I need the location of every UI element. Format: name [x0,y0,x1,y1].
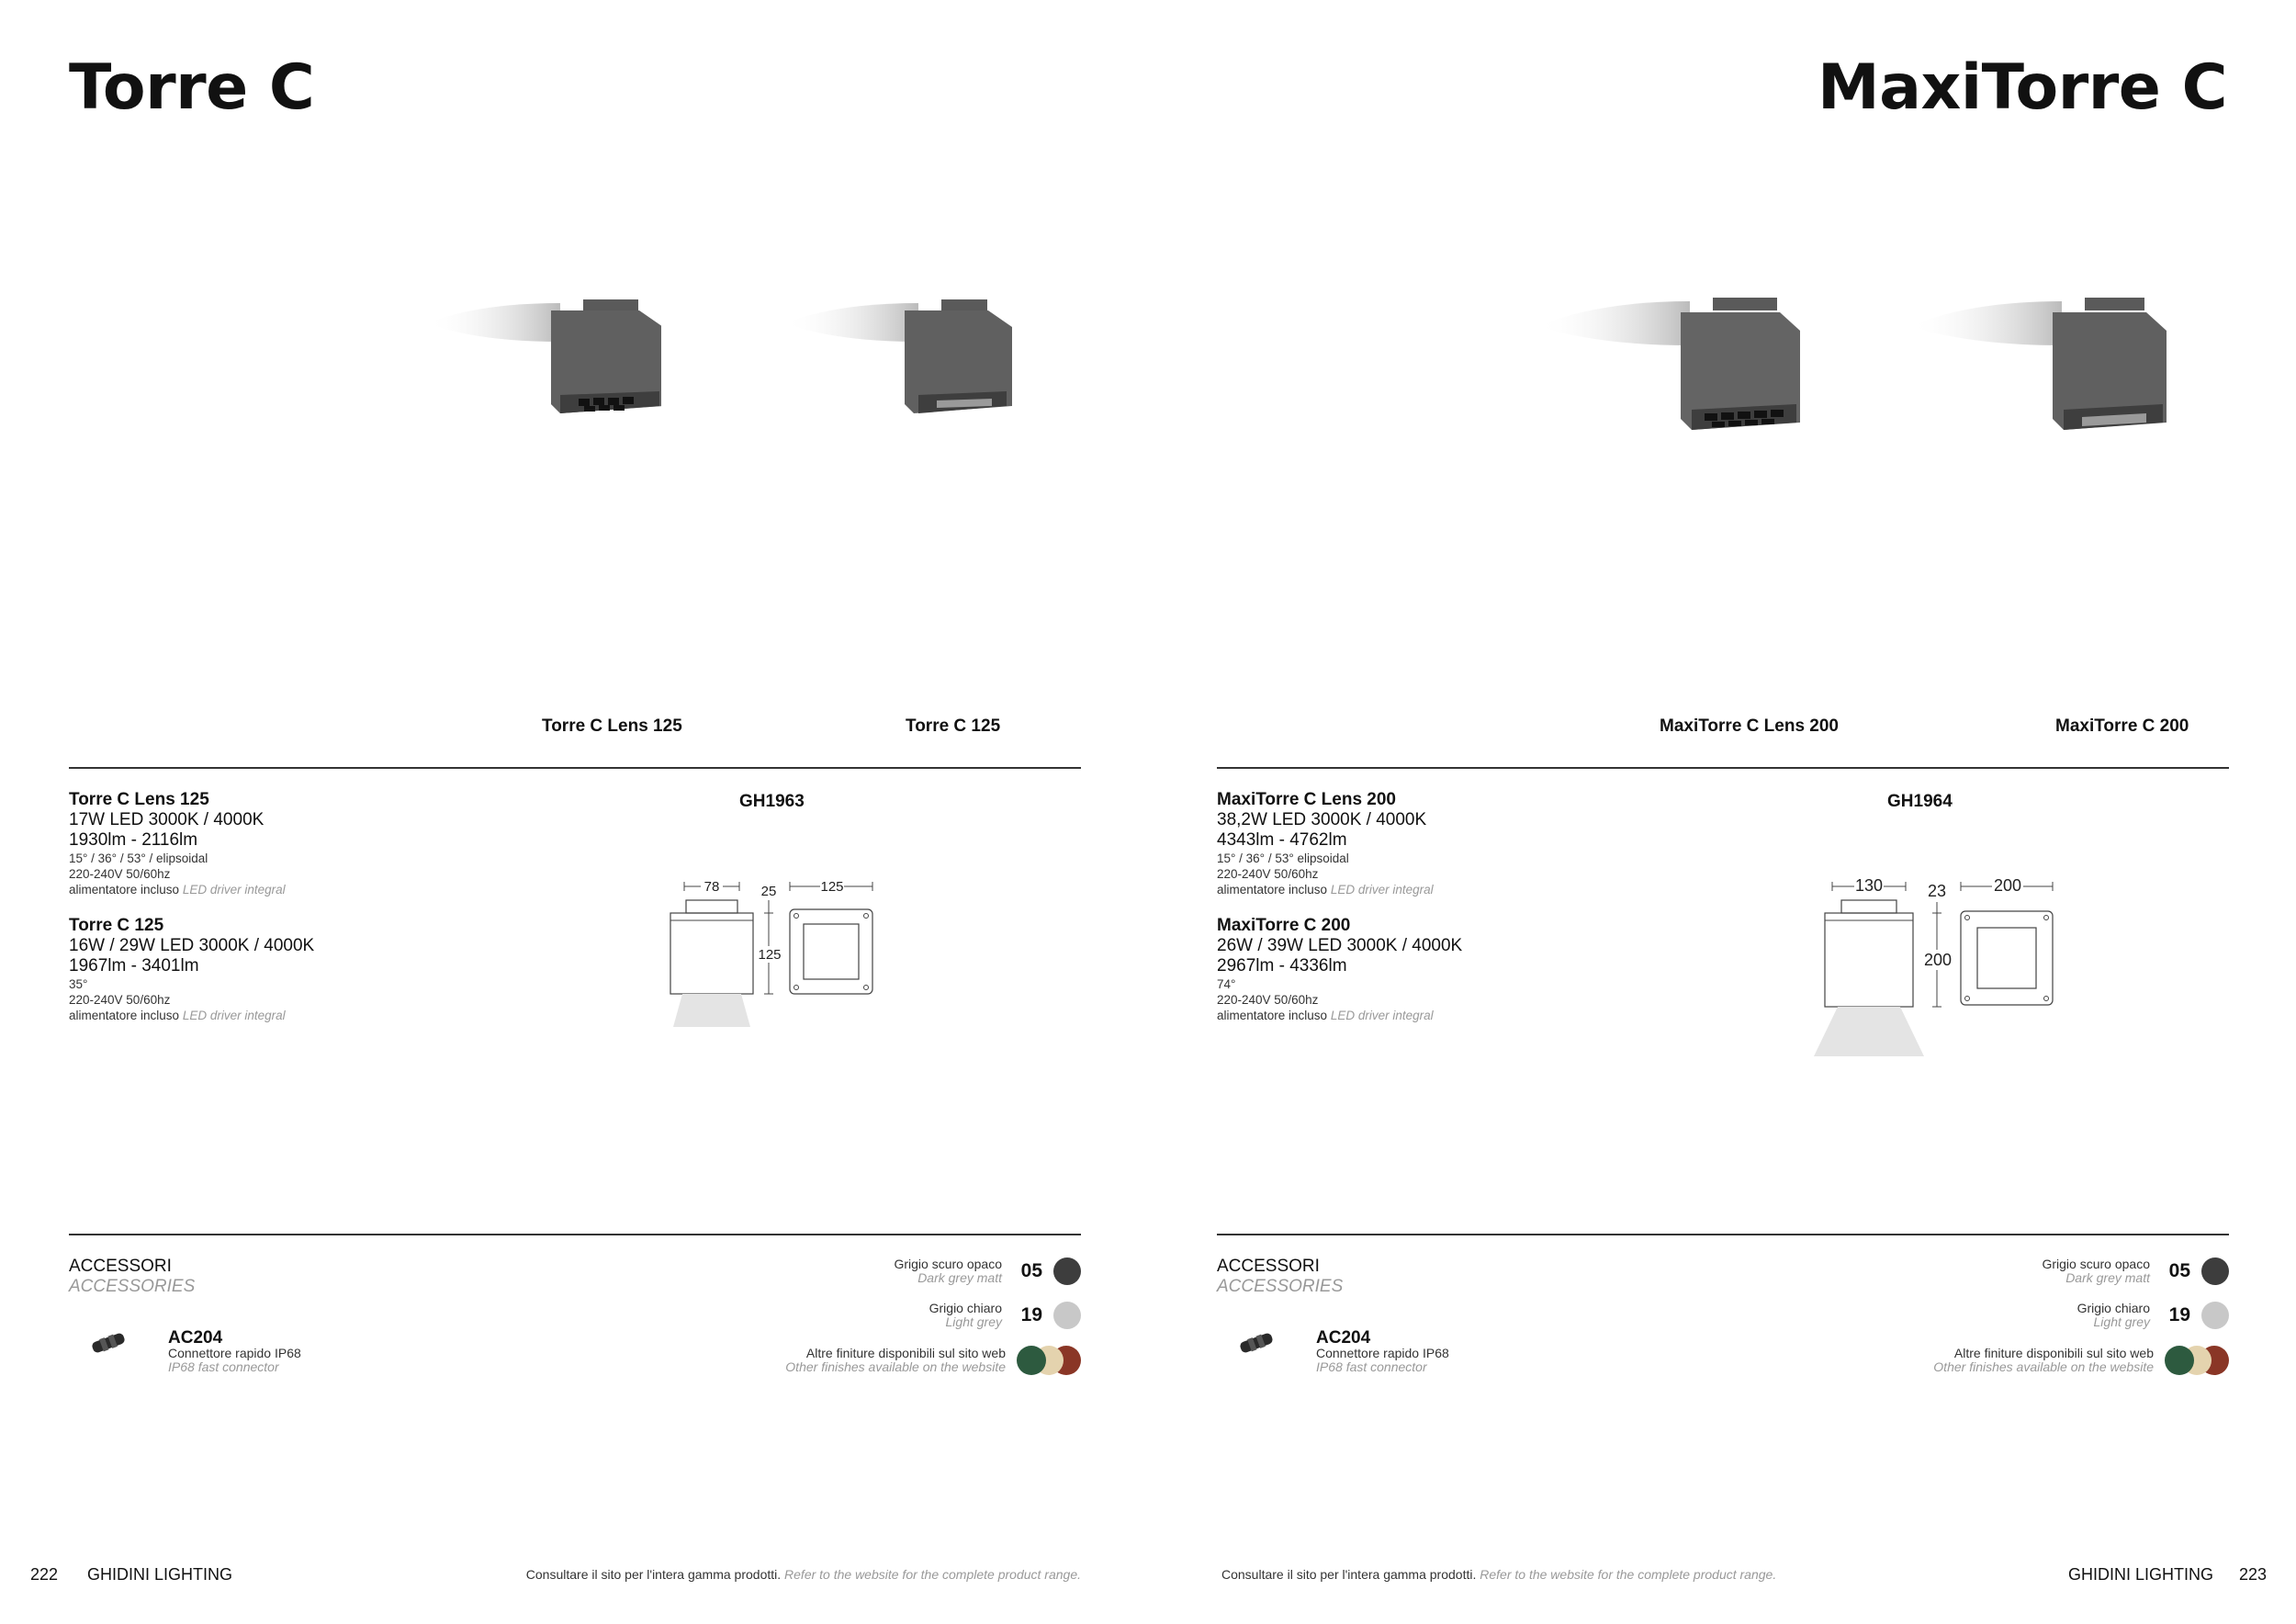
accessory-desc-it: Connettore rapido IP68 [168,1346,301,1360]
spec-list [69,790,546,1042]
accessory-description [1316,1347,1449,1374]
connector-image [1238,1329,1275,1361]
right-page [1148,0,2296,1624]
finish-code: 19 [2168,1304,2190,1325]
spec-driver-en: LED driver integral [1330,883,1434,897]
other-finishes [785,1346,1081,1375]
spec-voltage: 220-240V 50/60hz [1217,993,1319,1007]
accessory-desc-it: Connettore rapido IP68 [1316,1346,1449,1360]
divider [1217,1234,2229,1235]
footer-note [1221,1567,1776,1582]
spec-power: 17W LED 3000K / 4000K [69,810,264,829]
finish-name-en: Light grey [2093,1314,2150,1329]
page-number: 223 [2239,1565,2268,1584]
accessories-title-en: ACCESSORIES [69,1277,196,1296]
other-finishes-it: Altre finiture disponibili sul sito web [1953,1346,2154,1360]
finish-name-en: Dark grey matt [2065,1270,2150,1285]
technical-drawing [1814,873,2062,1070]
footer-note-en: Refer to the website for the complete product range. [1480,1567,1777,1582]
color-swatch [2201,1257,2229,1285]
spec-voltage: 220-240V 50/60hz [69,867,171,881]
product-code: GH1964 [1887,792,1953,811]
dim-height: 125 [758,947,782,963]
connector-image [90,1329,127,1361]
lamp-standard-illustration [1906,276,2172,468]
accessories-heading [69,1257,195,1297]
lamp-standard-illustration [781,276,1019,459]
spec-lumen: 4343lm - 4762lm [1217,830,1347,850]
finish-name-it: Grigio chiaro [2077,1301,2150,1315]
finish-option [929,1302,1081,1329]
accessories-heading [1217,1257,1343,1297]
accessory-desc-en: IP68 fast connector [1316,1359,1427,1374]
spec-driver-it: alimentatore incluso [69,1009,180,1022]
dim-front-width: 125 [820,879,844,895]
page-number: 222 [30,1565,59,1584]
accessories-title-it: ACCESSORI [69,1257,172,1276]
spec-power: 38,2W LED 3000K / 4000K [1217,810,1427,829]
page-title: MaxiTorre C [1817,51,2227,124]
dim-depth: 25 [760,884,777,899]
product-label-lens: MaxiTorre C Lens 200 [1660,716,1840,736]
accessory-code: AC204 [1316,1328,1371,1348]
footer-note-it: Consultare il sito per l'intera gamma prodotti. [1221,1567,1477,1582]
finish-name-it: Grigio scuro opaco [894,1257,1002,1271]
spec-driver-en: LED driver integral [1330,1009,1434,1022]
spec-block [1217,790,1694,897]
spec-name: MaxiTorre C Lens 200 [1217,790,1397,809]
spec-driver [69,1008,546,1023]
spec-optics: 35° [69,977,88,991]
dim-width: 130 [1854,876,1884,895]
divider [69,1234,1081,1235]
spec-voltage: 220-240V 50/60hz [1217,867,1319,881]
other-finishes-en: Other finishes available on the website [785,1359,1006,1374]
finish-option [894,1257,1081,1285]
product-label-standard: MaxiTorre C 200 [2055,716,2189,736]
finish-name-it: Grigio scuro opaco [2042,1257,2150,1271]
product-image-standard [781,276,1019,459]
spec-driver [1217,882,1694,897]
spec-block [69,790,546,897]
spec-name: Torre C Lens 125 [69,790,209,809]
other-finishes-en: Other finishes available on the website [1933,1359,2154,1374]
spec-power: 26W / 39W LED 3000K / 4000K [1217,936,1463,955]
page-title: Torre C [69,51,315,124]
spec-power: 16W / 29W LED 3000K / 4000K [69,936,315,955]
brand-name: GHIDINI LIGHTING [87,1565,233,1584]
dim-width: 78 [703,879,720,895]
dim-front-width: 200 [1993,876,2022,895]
product-label-standard: Torre C 125 [906,716,1001,736]
dim-height: 200 [1923,951,1953,969]
spec-optics: 15° / 36° / 53° / elipsoidal [69,851,208,865]
brand-name: GHIDINI LIGHTING [2068,1565,2214,1584]
footer-note-it: Consultare il sito per l'intera gamma prodotti. [525,1567,782,1582]
accessory-desc-en: IP68 fast connector [168,1359,279,1374]
other-finishes-label [1933,1347,2154,1374]
multi-color-swatch [2165,1346,2229,1375]
footer-note-en: Refer to the website for the complete product range. [784,1567,1081,1582]
lamp-lens-illustration [1534,276,1800,468]
finish-label [894,1257,1002,1285]
finish-label [929,1302,1002,1329]
divider [1217,767,2229,769]
spec-block [1217,916,1694,1023]
color-swatch [1053,1257,1081,1285]
product-image-lens [1534,276,1800,468]
color-swatch [2165,1346,2194,1375]
accessories-title-it: ACCESSORI [1217,1257,1320,1276]
divider [69,767,1081,769]
spec-driver-en: LED driver integral [182,1009,286,1022]
spec-driver-it: alimentatore incluso [69,883,180,897]
finish-option [2042,1257,2229,1285]
lamp-lens-illustration [422,276,661,459]
spec-list [1217,790,1694,1042]
spec-optics: 74° [1217,977,1236,991]
spec-name: Torre C 125 [69,916,164,935]
technical-drawing [666,873,886,1033]
spec-driver [1217,1008,1694,1023]
spec-driver [69,882,546,897]
product-image-standard [1906,276,2172,468]
spec-voltage: 220-240V 50/60hz [69,993,171,1007]
color-swatch [2201,1302,2229,1329]
finish-code: 05 [2168,1260,2190,1281]
spec-name: MaxiTorre C 200 [1217,916,1351,935]
finish-option [2077,1302,2229,1329]
multi-color-swatch [1017,1346,1081,1375]
product-label-lens: Torre C Lens 125 [542,716,682,736]
finish-code: 19 [1020,1304,1042,1325]
finish-label [2077,1302,2150,1329]
accessories-title-en: ACCESSORIES [1217,1277,1344,1296]
footer-note [526,1567,1081,1582]
finish-name-it: Grigio chiaro [929,1301,1002,1315]
product-code: GH1963 [739,792,805,811]
color-swatch [1017,1346,1046,1375]
spec-lumen: 2967lm - 4336lm [1217,956,1347,976]
spec-optics: 15° / 36° / 53° elipsoidal [1217,851,1349,865]
finish-label [2042,1257,2150,1285]
product-image-lens [422,276,661,459]
other-finishes-label [785,1347,1006,1374]
spec-driver-it: alimentatore incluso [1217,1009,1328,1022]
accessory-description [168,1347,301,1374]
accessory-code: AC204 [168,1328,223,1348]
finish-name-en: Light grey [945,1314,1002,1329]
finish-name-en: Dark grey matt [917,1270,1002,1285]
spec-lumen: 1930lm - 2116lm [69,830,198,850]
color-swatch [1053,1302,1081,1329]
other-finishes-it: Altre finiture disponibili sul sito web [805,1346,1006,1360]
spec-driver-en: LED driver integral [182,883,286,897]
spec-lumen: 1967lm - 3401lm [69,956,199,976]
spec-driver-it: alimentatore incluso [1217,883,1328,897]
finish-code: 05 [1020,1260,1042,1281]
dim-depth: 23 [1927,882,1947,900]
other-finishes [1933,1346,2229,1375]
spec-block [69,916,546,1023]
